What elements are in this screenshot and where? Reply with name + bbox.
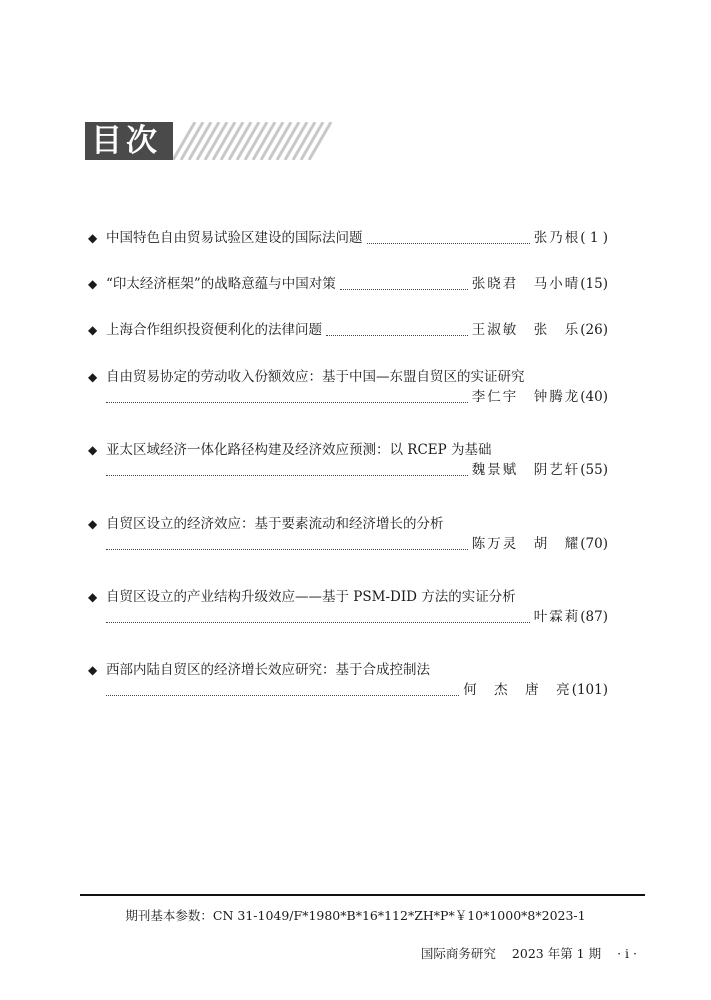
article-page: (55) [580,462,608,478]
article-page: (70) [580,536,608,552]
article-author: 张乃根 [533,230,581,246]
article-page: (26) [580,322,608,338]
dot-leader [106,685,459,696]
journal-parameters: 期刊基本参数：CN 31-1049/F*1980*B*16*112*ZH*P*￥10*1000*8*2023-1 [125,908,586,923]
article-page: ( 1 ) [580,230,608,246]
toc-entry[interactable] [88,587,608,627]
article-title[interactable]: 自由贸易协定的劳动收入份额效应：基于中国—东盟自贸区的实证研究 [106,369,525,385]
article-title[interactable]: 自贸区设立的产业结构升级效应——基于 PSM-DID 方法的实证分析 [106,589,516,605]
article-page: (101) [571,682,608,698]
dot-leader [326,325,468,336]
article-title[interactable]: “印太经济框架”的战略意蕴与中国对策 [106,276,336,292]
toc-entry[interactable] [88,274,608,294]
running-footer [409,944,637,962]
page-number: · i · [617,946,637,961]
diamond-bullet-icon: ◆ [88,443,98,457]
article-title[interactable]: 中国特色自由贸易试验区建设的国际法问题 [106,230,363,246]
article-title[interactable]: 上海合作组织投资便利化的法律问题 [106,322,322,338]
stripe-decoration [173,122,335,160]
dot-leader [340,279,468,290]
article-page: (15) [580,276,608,292]
journal-name: 国际商务研究 [420,946,496,961]
diamond-bullet-icon: ◆ [88,231,98,245]
footer-divider [80,894,645,896]
article-author: 叶霖莉 [533,609,581,625]
toc-entry[interactable] [88,514,608,554]
toc-entry[interactable] [88,367,608,407]
article-author: 李仁宇 钟腾龙 [471,389,581,405]
article-title[interactable]: 西部内陆自贸区的经济增长效应研究：基于合成控制法 [106,662,430,678]
diamond-bullet-icon: ◆ [88,370,98,384]
article-page: (40) [580,389,608,405]
issue-label: 2023 年第 1 期 [511,946,602,961]
dot-leader [106,465,468,476]
article-author: 何 杰 唐 亮 [463,682,572,698]
diamond-bullet-icon: ◆ [88,517,98,531]
heading-band [85,122,335,162]
toc-entry[interactable] [88,440,608,480]
article-author: 张晓君 马小晴 [471,276,581,292]
article-title[interactable]: 亚太区域经济一体化路径构建及经济效应预测：以 RCEP 为基础 [106,442,492,458]
dot-leader [106,392,468,403]
diamond-bullet-icon: ◆ [88,590,98,604]
page-title: 目次 [85,122,173,160]
toc-entry[interactable] [88,320,608,340]
diamond-bullet-icon: ◆ [88,663,98,677]
toc-entry[interactable] [88,660,608,700]
article-author: 陈万灵 胡 耀 [471,536,581,552]
dot-leader [106,612,530,623]
article-author: 王淑敏 张 乐 [471,322,581,338]
diamond-bullet-icon: ◆ [88,277,98,291]
dot-leader [106,539,468,550]
article-title[interactable]: 自贸区设立的经济效应：基于要素流动和经济增长的分析 [106,516,444,532]
diamond-bullet-icon: ◆ [88,323,98,337]
article-page: (87) [580,609,608,625]
article-author: 魏景赋 阴艺轩 [471,462,581,478]
toc-entry[interactable] [88,228,608,248]
dot-leader [367,233,530,244]
